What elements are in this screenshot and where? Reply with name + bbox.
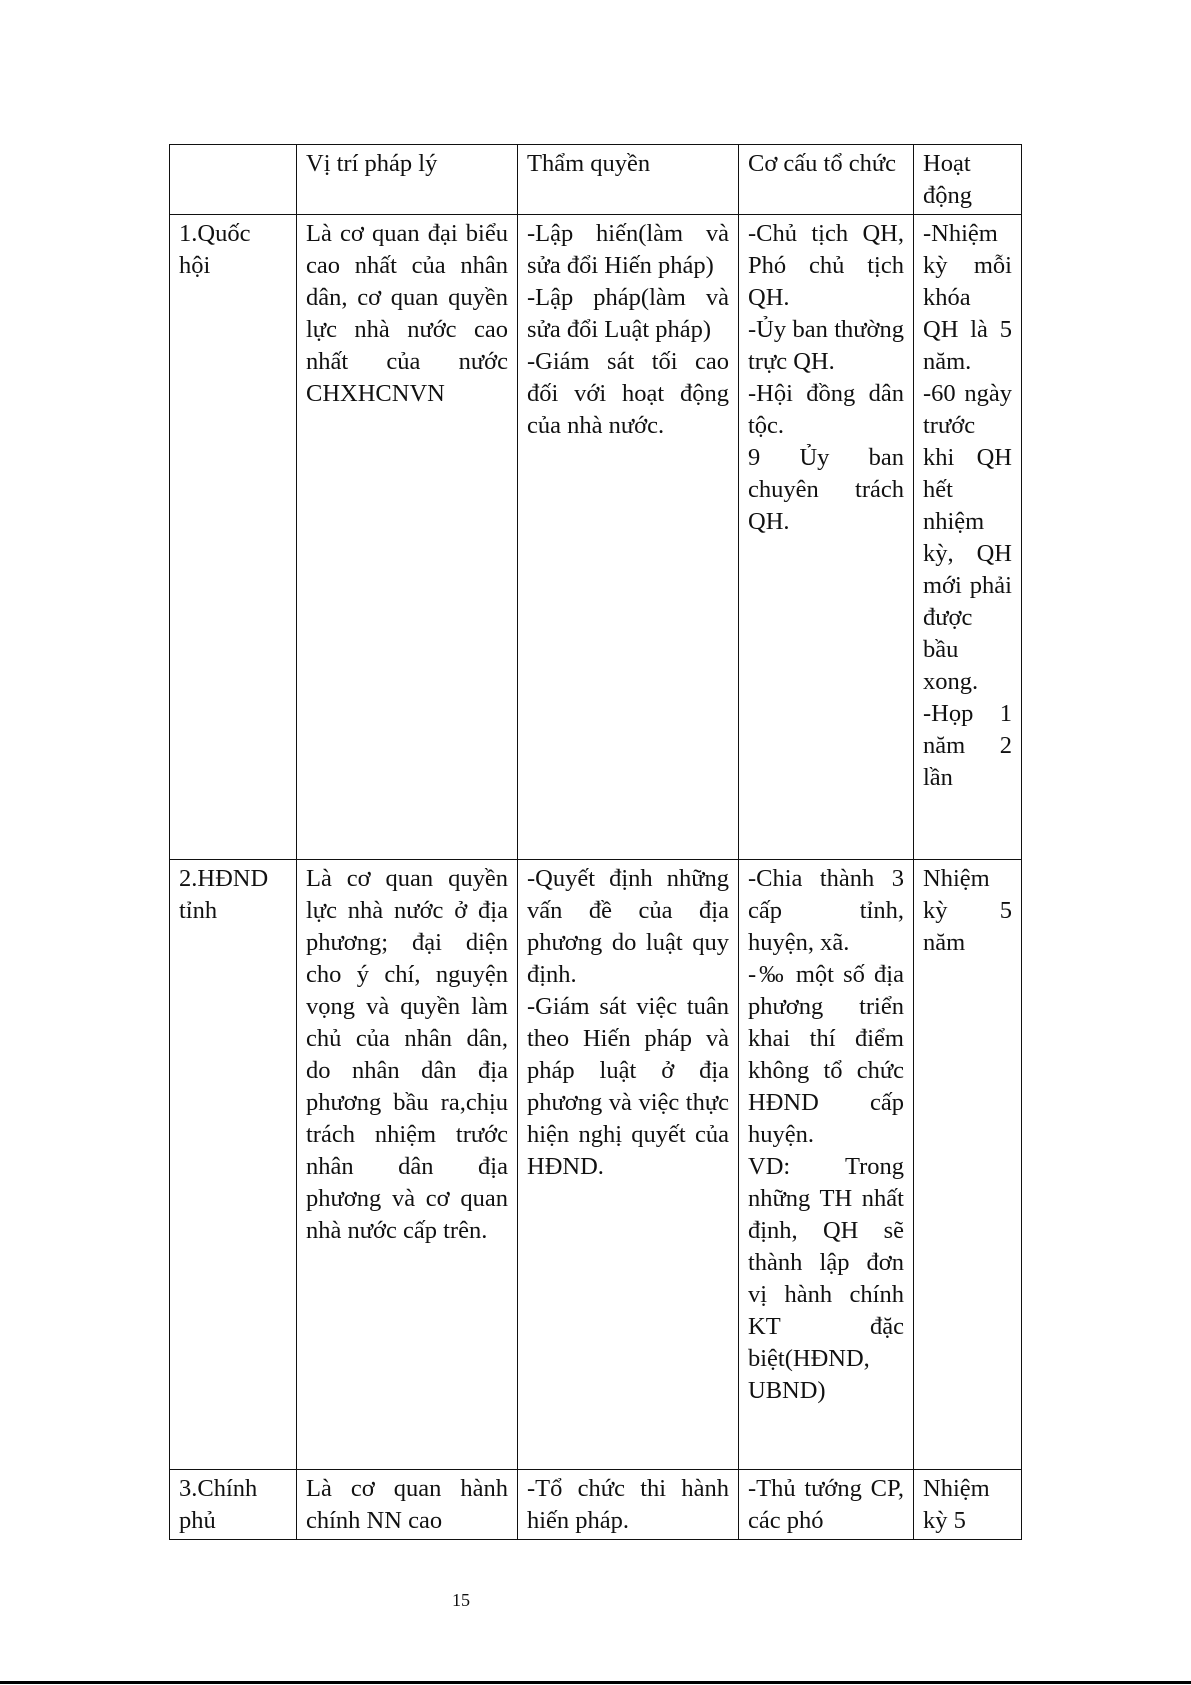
row-structure-cell: -Chia thành 3 cấp tỉnh, huyện, xã. -‰ một số địa phương triển khai thí điểm không tổ chức HĐND cấp huyện. VD: Trong những TH nhất định, QH sẽ thành lập đơn vị hành chính KT đặc biệt(HĐND, UBND) [739,860,914,1470]
row-authority-cell: -Tổ chức thi hành hiến pháp. [518,1470,739,1540]
row-activity-cell: Nhiệm kỳ 5 [914,1470,1022,1540]
table-row [170,860,1022,1470]
page-number: 15 [452,1590,470,1610]
bottom-rule [0,1681,1191,1684]
header-cell-position: Vị trí pháp lý [297,145,518,215]
row-name-cell: 1.Quốc hội [170,215,297,860]
row-authority-cell: -Lập hiến(làm và sửa đổi Hiến pháp) -Lập pháp(làm và sửa đổi Luật pháp) -Giám sát tối cao đối với hoạt động của nhà nước. [518,215,739,860]
row-activity-cell: Nhiệm kỳ 5 năm [914,860,1022,1470]
row-position-cell: Là cơ quan hành chính NN cao [297,1470,518,1540]
row-name-cell: 3.Chính phủ [170,1470,297,1540]
comparison-table [169,144,1022,1540]
row-structure-cell: -Chủ tịch QH, Phó chủ tịch QH. -Ủy ban thường trực QH. -Hội đồng dân tộc. 9 Ủy ban chuyên trách QH. [739,215,914,860]
header-cell-activity: Hoạt động [914,145,1022,215]
row-name-cell: 2.HĐND tỉnh [170,860,297,1470]
row-activity-cell: -Nhiệm kỳ mỗi khóa QH là 5 năm. -60 ngày trước khi QH hết nhiệm kỳ, QH mới phải được bầu xong. -Họp 1 năm 2 lần [914,215,1022,860]
table-header-row [170,145,1022,215]
row-structure-cell: -Thủ tướng CP, các phó [739,1470,914,1540]
header-cell-empty [170,145,297,215]
table-row [170,215,1022,860]
row-position-cell: Là cơ quan đại biểu cao nhất của nhân dân, cơ quan quyền lực nhà nước cao nhất của nước CHXHCNVN [297,215,518,860]
header-cell-structure: Cơ cấu tổ chức [739,145,914,215]
row-position-cell: Là cơ quan quyền lực nhà nước ở địa phương; đại diện cho ý chí, nguyện vọng và quyền làm chủ của nhân dân, do nhân dân địa phương bầu ra,chịu trách nhiệm trước nhân dân địa phương và cơ quan nhà nước cấp trên. [297,860,518,1470]
header-cell-authority: Thẩm quyền [518,145,739,215]
table-row [170,1470,1022,1540]
row-authority-cell: -Quyết định những vấn đề của địa phương do luật quy định. -Giám sát việc tuân theo Hiến pháp và pháp luật ở địa phương và việc thực hiện nghị quyết của HĐND. [518,860,739,1470]
